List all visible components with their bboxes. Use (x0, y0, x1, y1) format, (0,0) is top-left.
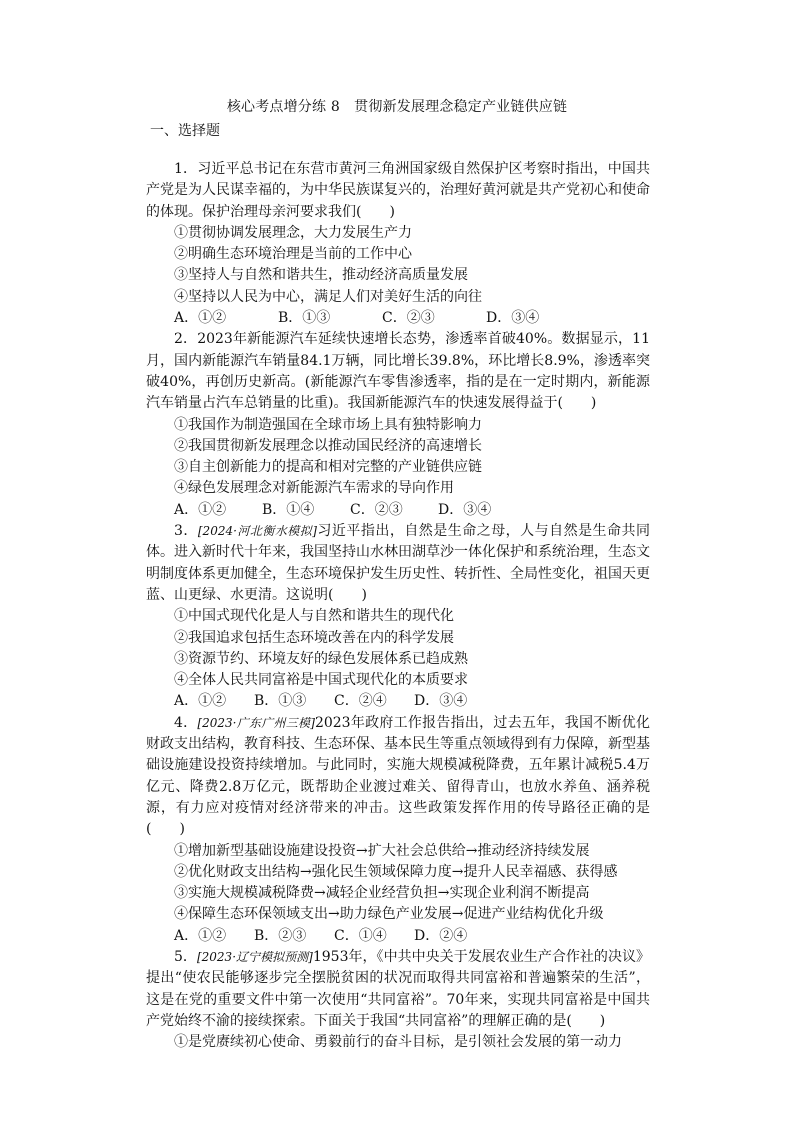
option-2: ②优化财政支出结构→强化民生领域保障力度→提升人民幸福感、获得感 (174, 863, 618, 880)
option-1: ①增加新型基础设施建设投资→扩大社会总供给→推动经济持续发展 (174, 842, 590, 859)
choice-c: C．②④ (334, 693, 387, 710)
answer-choices (146, 691, 650, 712)
choice-d: D．②④ (414, 927, 468, 944)
option-3: ③资源节约、环境友好的绿色发展体系已趋成熟 (174, 650, 468, 667)
choice-b: B．①③ (278, 310, 331, 327)
choice-a: A．①② (174, 310, 227, 327)
choice-a: A．①② (174, 927, 227, 944)
question-number: 3． (174, 523, 198, 540)
question-2 (146, 329, 650, 521)
option-4: ④保障生态环保领域支出→助力绿色产业发展→促进产业结构优化升级 (174, 906, 604, 923)
option-4: ④坚持以人民为中心，满足人们对美好生活的向往 (174, 288, 482, 305)
option-3: ③坚持人与自然和谐共生，推动经济高质量发展 (174, 267, 468, 284)
option-1: ①中国式现代化是人与自然和谐共生的现代化 (174, 608, 454, 625)
option-2: ②我国贯彻新发展理念以推动国民经济的高速增长 (174, 437, 482, 454)
option-4: ④全体人民共同富裕是中国式现代化的本质要求 (174, 672, 468, 689)
choice-b: B．①④ (262, 501, 315, 518)
question-stem: 2．2023年新能源汽车延续快速增长态势，渗透率首破40%。数据显示，11月，国内新能源汽车销量84.1万辆，同比增长39.8%，环比增长8.9%，渗透率突破40%，再创历史新高。(新能源汽车零售渗透率，指的是在一定时期内，新能源汽车销量占汽车总销量的比重)。我国新能源汽车的快速发展得益于( ) (146, 331, 650, 412)
page-title: 核心考点增分练 8 贯彻新发展理念稳定产业链供应链 (226, 99, 568, 115)
question-stem: 1．习近平总书记在东营市黄河三角洲国家级自然保护区考察时指出，中国共产党是为人民谋幸福的，为中华民族谋复兴的，治理好黄河就是共产党初心和使命的体现。保护治理母亲河要求我们( ) (146, 161, 650, 220)
choice-b: B．①③ (254, 693, 307, 710)
choice-d: D．③④ (438, 501, 492, 518)
option-2: ②我国追求包括生态环境改善在内的科学发展 (174, 629, 454, 646)
option-3: ③自主创新能力的提高和相对完整的产业链供应链 (174, 459, 482, 476)
choice-b: B．②③ (254, 927, 307, 944)
choice-c: C．②③ (382, 310, 435, 327)
question-stem (146, 947, 650, 1032)
answer-choices (146, 926, 650, 947)
question-text: 2023年政府工作报告指出，过去五年，我国不断优化财政支出结构，教育科技、生态环保、基本民生等重点领域得到有力保障，新型基础设施建设投资持续增加。与此同时，实施大规模减税降费，五年累计减税5.4万亿元、降费2.8万亿元，既帮助企业渡过难关、留得青山，也放水养鱼、涵养税源，有力应对疫情对经济带来的冲击。这些政策发挥作用的传导路径正确的是( ) (146, 714, 650, 838)
choice-c: C．①④ (334, 927, 387, 944)
question-number: 5． (174, 948, 197, 965)
option-1: ①我国作为制造强国在全球市场上具有独特影响力 (174, 416, 482, 433)
question-number: 4． (174, 714, 198, 731)
answer-choices (146, 500, 650, 521)
question-source: [2024·河北衡水模拟] (197, 524, 317, 539)
choice-d: D．③④ (486, 310, 540, 327)
section-heading: 一、选择题 (150, 123, 220, 139)
question-stem (146, 521, 650, 606)
choice-a: A．①② (174, 693, 227, 710)
option-1: ①是党赓续初心使命、勇毅前行的奋斗目标，是引领社会发展的第一动力 (174, 1034, 622, 1051)
question-stem (146, 713, 650, 841)
choice-c: C．②③ (350, 501, 403, 518)
option-4: ④绿色发展理念对新能源汽车需求的导向作用 (174, 480, 454, 497)
question-source: [2023·辽宁模拟预测] (196, 949, 313, 964)
question-1 (146, 159, 650, 329)
question-4 (146, 713, 650, 947)
question-text: 习近平指出，自然是生命之母，人与自然是生命共同体。进入新时代十年来，我国坚持山水林田湖草沙一体化保护和系统治理，生态文明制度体系更加健全，生态环境保护发生历史性、转折性、全局性变化，祖国天更蓝、山更绿、水更清。这说明( ) (146, 523, 650, 603)
question-5 (146, 947, 650, 1053)
answer-choices (146, 308, 650, 329)
choice-a: A．①② (174, 501, 227, 518)
choice-d: D．③④ (414, 693, 468, 710)
question-list (146, 159, 650, 1053)
question-text: 1953年，《中共中央关于发展农业生产合作社的决议》提出“使农民能够逐步完全摆脱贫困的状况而取得共同富裕和普遍繁荣的生活”，这是在党的重要文件中第一次使用“共同富裕”。70年来，实现共同富裕是中国共产党始终不渝的接续探索。下面关于我国“共同富裕”的理解正确的是( ) (146, 948, 650, 1029)
option-1: ①贯彻协调发展理念，大力发展生产力 (174, 224, 412, 241)
option-3: ③实施大规模减税降费→减轻企业经营负担→实现企业利润不断提高 (174, 885, 590, 902)
question-3 (146, 521, 650, 713)
option-2: ②明确生态环境治理是当前的工作中心 (174, 246, 412, 263)
question-source: [2023·广东广州三模] (197, 715, 315, 730)
